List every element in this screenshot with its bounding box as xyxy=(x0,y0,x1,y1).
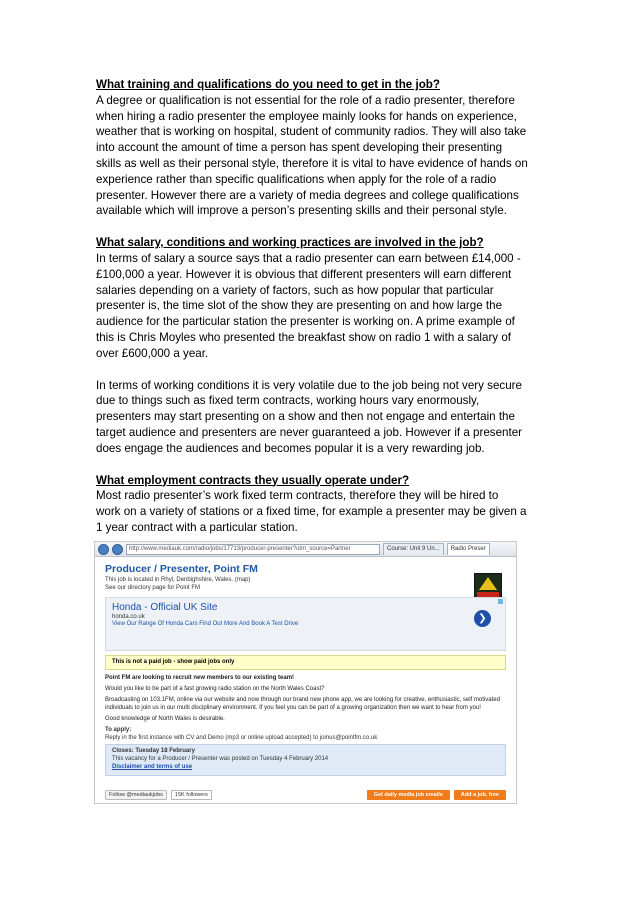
section-heading: What training and qualifications do you need to get in the job? xyxy=(96,78,440,91)
apply-text: Reply in the first instance with CV and Demo (mp3 or online upload accepted) to joinus@pointfm.co.uk xyxy=(105,735,378,741)
body-paragraph xyxy=(96,378,546,457)
add-job-button[interactable]: Add a job, free xyxy=(454,790,506,800)
ad-choices-icon[interactable] xyxy=(498,599,503,604)
text-line: weather that is working on hospital, student of community radios. They will also take xyxy=(96,125,527,139)
text-line: 1 year contract with a particular station. xyxy=(96,520,298,534)
text-line: presenters may start presenting on a show and then not engage and entertain the xyxy=(96,410,515,424)
job-emails-button[interactable]: Get daily media job emails xyxy=(367,790,450,800)
twitter-follow-button[interactable]: Follow @mediaukjobs xyxy=(105,790,167,800)
job-page xyxy=(95,557,516,783)
unpaid-notice[interactable]: This is not a paid job - show paid jobs only xyxy=(105,655,506,670)
text-line: into account the amount of time a person has spent developing their presenting xyxy=(96,141,503,155)
body-paragraph xyxy=(96,251,546,362)
text-line: In terms of working conditions it is very volatile due to the job being not very secure xyxy=(96,378,522,392)
text-line: work on a variety of stations or a fixed time, for example a presenter may be given a xyxy=(96,505,527,519)
text-line: when hiring a radio presenter the employee mainly looks for hands on experience, xyxy=(96,109,517,123)
text-line: presenter. However there are a variety of media degrees and college qualifications xyxy=(96,188,519,202)
bottom-bar xyxy=(105,790,506,800)
closing-info xyxy=(105,744,506,776)
text-line: over £600,000 a year. xyxy=(96,346,209,360)
closing-date: Closes: Tuesday 18 February xyxy=(112,748,195,754)
text-line: due to things such as fixed term contracts, working hours vary enormously, xyxy=(96,394,480,408)
embedded-job-screenshot xyxy=(94,541,517,804)
directory-link[interactable]: See our directory page for Point FM xyxy=(105,585,201,591)
body-paragraph xyxy=(96,93,546,219)
broadcast-text: Broadcasting on 103.1FM, online via our website and now through our brand new phone app, we are looking for creative, enthusiastic, self motivated individuals to join us in our multi disciplinary environment. If you feel you can be part of a growing organization then we want to hear from you! xyxy=(105,697,500,711)
text-line: salaries depending on a variety of factors, such as how popular that particular xyxy=(96,283,494,297)
paragraph-gap xyxy=(96,219,546,235)
job-title: Producer / Presenter, Point FM xyxy=(105,563,258,575)
body-paragraph xyxy=(96,488,546,535)
text-line: In terms of salary a source says that a radio presenter can earn between £14,000 - xyxy=(96,251,521,265)
followers-count: 15K followers xyxy=(171,790,212,800)
paragraph-gap xyxy=(96,457,546,473)
section-heading: What salary, conditions and working practices are involved in the job? xyxy=(96,236,484,250)
text-line: available which will improve a person’s presenting skills and their personal style. xyxy=(96,204,507,218)
arrow-right-icon[interactable]: ❯ xyxy=(474,610,491,627)
text-line: target audience and presenters are never guaranteed a job. However if a presenter xyxy=(96,425,523,439)
text-line: A degree or qualification is not essential for the role of a radio presenter, therefore xyxy=(96,93,515,107)
document-body xyxy=(96,77,546,552)
apply-heading: To apply: xyxy=(105,727,132,733)
ad-url: honda.co.uk xyxy=(112,614,145,620)
browser-tab-active[interactable]: Radio Preser xyxy=(447,543,490,555)
question-text: Would you like to be part of a fast growing radio station on the North Wales Coast? xyxy=(105,686,325,692)
browser-toolbar xyxy=(95,542,516,557)
recruit-heading: Point FM are looking to recruit new members to our existing team! xyxy=(105,675,295,681)
back-icon[interactable] xyxy=(98,544,109,555)
text-line: audience for the particular station the presenter is working on. A prime example of xyxy=(96,315,515,329)
posted-date: This vacancy for a Producer / Presenter was posted on Tuesday 4 February 2014 xyxy=(112,756,329,762)
address-bar[interactable]: http://www.mediauk.com/radio/jobs/17713/producer-presenter?utm_source=Partner xyxy=(126,544,380,555)
knowledge-text: Good knowledge of North Wales is desirable. xyxy=(105,716,225,722)
paragraph-gap xyxy=(96,362,546,378)
text-line: experience rather than specific qualifications when apply for the role of a radio xyxy=(96,172,497,186)
text-line: presenter is, the time slot of the show they are presenting on and how large the xyxy=(96,299,503,313)
text-line: Most radio presenter’s work fixed term contracts, therefore they will be hired to xyxy=(96,489,499,503)
text-line: does engage the audiences and becomes popular it is a very rewarding job. xyxy=(96,441,485,455)
text-line: skills as well as their personal style, therefore it is vital to have evidence of hands on xyxy=(96,156,528,170)
ad-title[interactable]: Honda - Official UK Site xyxy=(112,602,218,613)
browser-tab[interactable]: Course: Unit 9 Un... xyxy=(383,543,444,555)
section-heading: What employment contracts they usually operate under? xyxy=(96,473,410,487)
ad-banner[interactable] xyxy=(105,597,506,651)
text-line: £100,000 a year. However it is obvious that different presenters will earn different xyxy=(96,267,512,281)
forward-icon[interactable] xyxy=(112,544,123,555)
disclaimer-link[interactable]: Disclaimer and terms of use xyxy=(112,764,193,770)
text-line: this is Chris Moyles who presented the breakfast show on radio 1 with a salary of xyxy=(96,330,511,344)
job-location: This job is located in Rhyl, Denbighshire, Wales. (map) xyxy=(105,577,251,583)
ad-description: View Our Range Of Honda Cars Find Out More And Book A Test Drive xyxy=(112,621,299,627)
